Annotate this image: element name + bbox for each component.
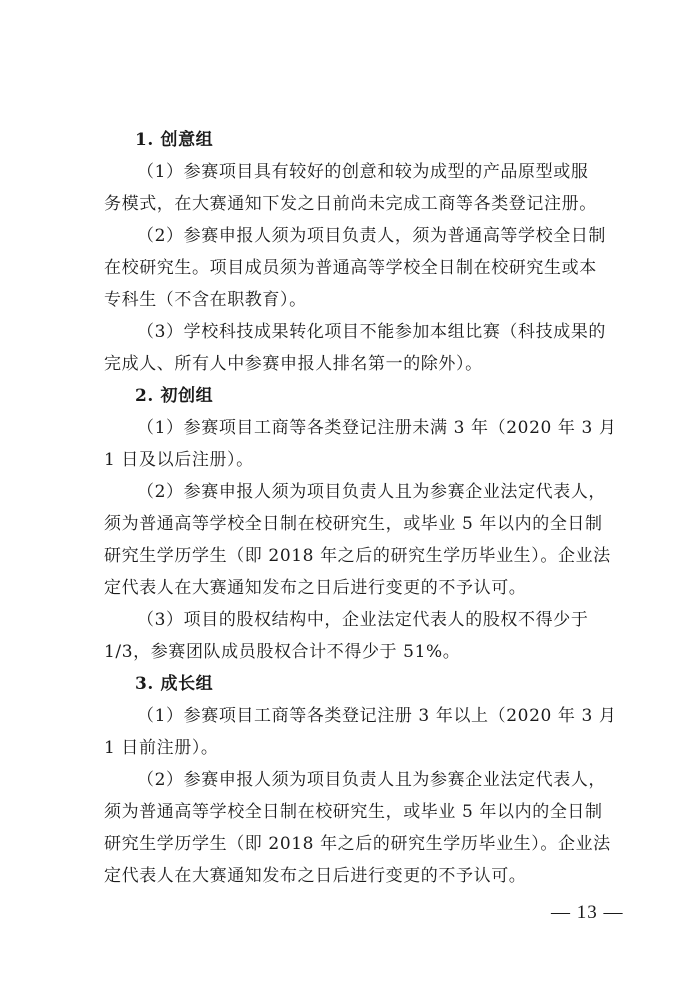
paragraph-line: 完成人、所有人中参赛申报人排名第一的除外）。 — [104, 354, 483, 374]
paragraph-line: 在校研究生。项目成员须为普通高等学校全日制在校研究生或本 — [104, 258, 597, 278]
page-number: — 13 — — [551, 902, 624, 923]
paragraph-line: 1 日前注册）。 — [104, 738, 219, 758]
paragraph-line: （3）项目的股权结构中，企业法定代表人的股权不得少于 — [137, 610, 589, 630]
paragraph-line: （1）参赛项目工商等各类登记注册 3 年以上（2020 年 3 月 — [137, 706, 617, 726]
paragraph-line: （3）学校科技成果转化项目不能参加本组比赛（科技成果的 — [137, 322, 607, 342]
paragraph-line: 研究生学历学生（即 2018 年之后的研究生学历毕业生）。企业法 — [104, 834, 611, 854]
paragraph-line: 研究生学历学生（即 2018 年之后的研究生学历毕业生）。企业法 — [104, 546, 611, 566]
paragraph-line: 须为普通高等学校全日制在校研究生，或毕业 5 年以内的全日制 — [104, 802, 603, 822]
paragraph-line: （2）参赛申报人须为项目负责人且为参赛企业法定代表人， — [137, 770, 607, 790]
paragraph-line: 专科生（不含在职教育）。 — [104, 290, 307, 310]
section-heading: 1. 创意组 — [135, 130, 214, 150]
paragraph-line: 务模式，在大赛通知下发之日前尚未完成工商等各类登记注册。 — [104, 194, 597, 214]
paragraph-line: 1/3，参赛团队成员股权合计不得少于 51%。 — [104, 642, 461, 662]
paragraph-line: 1 日及以后注册）。 — [104, 450, 254, 470]
paragraph-line: 定代表人在大赛通知发布之日后进行变更的不予认可。 — [104, 866, 527, 886]
paragraph-line: （1）参赛项目工商等各类登记注册未满 3 年（2020 年 3 月 — [137, 418, 617, 438]
paragraph-line: （2）参赛申报人须为项目负责人，须为普通高等学校全日制 — [137, 226, 607, 246]
paragraph-line: （2）参赛申报人须为项目负责人且为参赛企业法定代表人， — [137, 482, 607, 502]
paragraph-line: 须为普通高等学校全日制在校研究生，或毕业 5 年以内的全日制 — [104, 514, 603, 534]
section-heading: 2. 初创组 — [135, 386, 214, 406]
paragraph-line: 定代表人在大赛通知发布之日后进行变更的不予认可。 — [104, 578, 527, 598]
paragraph-line: （1）参赛项目具有较好的创意和较为成型的产品原型或服 — [137, 162, 589, 182]
section-heading: 3. 成长组 — [135, 674, 214, 694]
